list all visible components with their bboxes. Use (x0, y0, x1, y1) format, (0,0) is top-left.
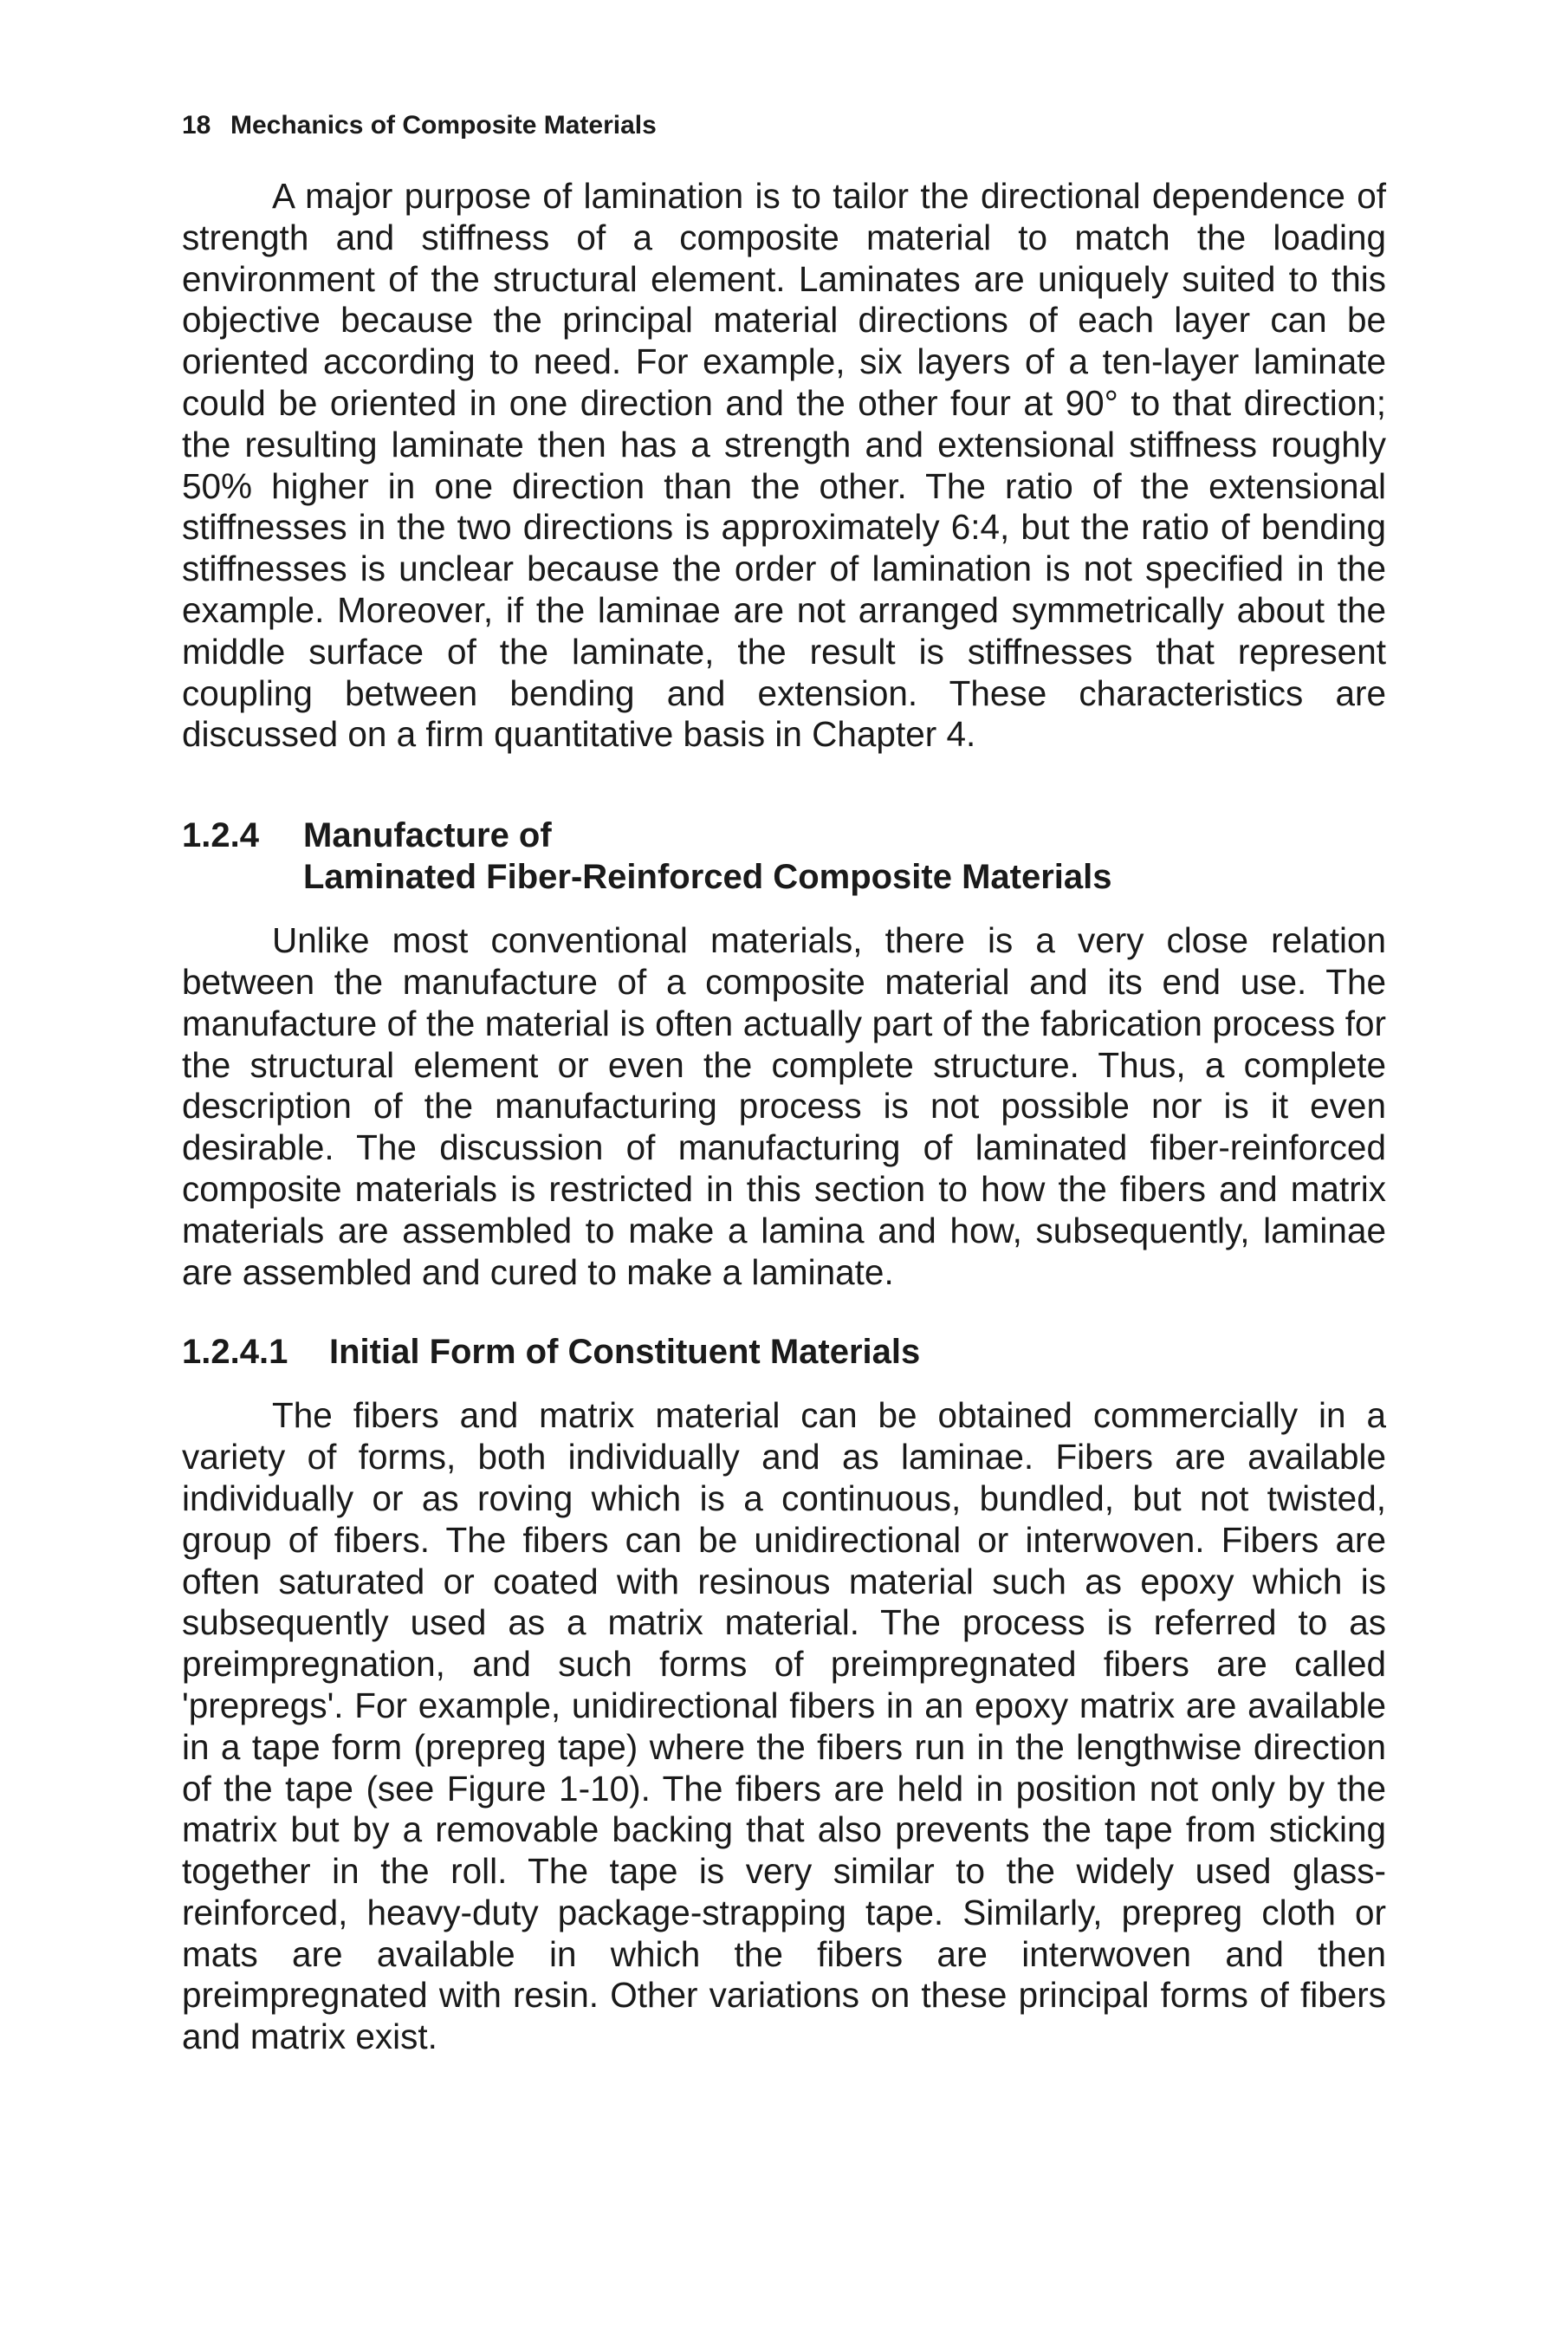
paragraph-lamination-purpose: A major purpose of lamination is to tailor the directional dependence of strength and stiffness of a composite material to match the loading environment of the structural element. Laminates are uniquely suited to this objective because the principal material directions of each layer can be oriented according to need. For example, six layers of a ten-layer laminate could be oriented in one direction and the other four at 90° to that direction; the resulting laminate then has a strength and extensional stiffness roughly 50% higher in one direction than the other. The ratio of the extensional stiffnesses in the two directions is approximately 6:4, but the ratio of bending stiffnesses is unclear because the order of lamination is not specified in the example. Moreover, if the laminae are not arranged symmetrically about the middle surface of the laminate, the result is stiffnesses that represent coupling between bending and extension. These characteristics are discussed on a firm quantitative basis in Chapter 4. (182, 176, 1386, 755)
paragraph-initial-form: The fibers and matrix material can be obtained commercially in a variety of forms, both individually and as laminae. Fibers are available individually or as roving which is a continuous, bundled, but not twisted, group of fibers. The fibers can be unidirectional or interwoven. Fibers are often saturated or coated with resinous material such as epoxy which is subsequently used as a matrix material. The process is referred to as preimpregnation, and such forms of preimpregnated fibers are called 'prepregs'. For example, unidirectional fibers in an epoxy matrix are available in a tape form (prepreg tape) where the fibers run in the lengthwise direction of the tape (see Figure 1-10). The fibers are held in position not only by the matrix but by a removable backing that also prevents the tape from sticking together in the roll. The tape is very similar to the widely used glass-reinforced, heavy-duty package-strapping tape. Similarly, prepreg cloth or mats are available in which the fibers are interwoven and then preimpregnated with resin. Other variations on these principal forms of fibers and matrix exist. (182, 1395, 1386, 2057)
subsection-title: Initial Form of Constituent Materials (329, 1333, 921, 1372)
section-number: 1.2.4 (182, 816, 259, 855)
paragraph-manufacture: Unlike most conventional materials, there is a very close relation between the manufacture of a composite material and its end use. The manufacture of the material is often actually part of the fabrication process for the structural element or even the complete structure. Thus, a complete description of the manufacturing process is not possible nor is it even desirable. The discussion of manufacturing of laminated fiber-reinforced composite materials is restricted in this section to how the fibers and matrix materials are assembled to make a lamina and how, subsequently, laminae are assembled and cured to make a laminate. (182, 920, 1386, 1292)
section-title-line-1: Manufacture of (303, 816, 552, 855)
subsection-number: 1.2.4.1 (182, 1333, 288, 1372)
section-heading-1-2-4 (182, 815, 1386, 898)
section-title (303, 815, 1112, 898)
section-title-line-2: Laminated Fiber-Reinforced Composite Materials (303, 858, 1112, 897)
book-title: Mechanics of Composite Materials (230, 111, 657, 140)
page-number: 18 (182, 111, 211, 140)
section-heading-1-2-4-1 (182, 1331, 1386, 1373)
running-head (182, 108, 1386, 143)
